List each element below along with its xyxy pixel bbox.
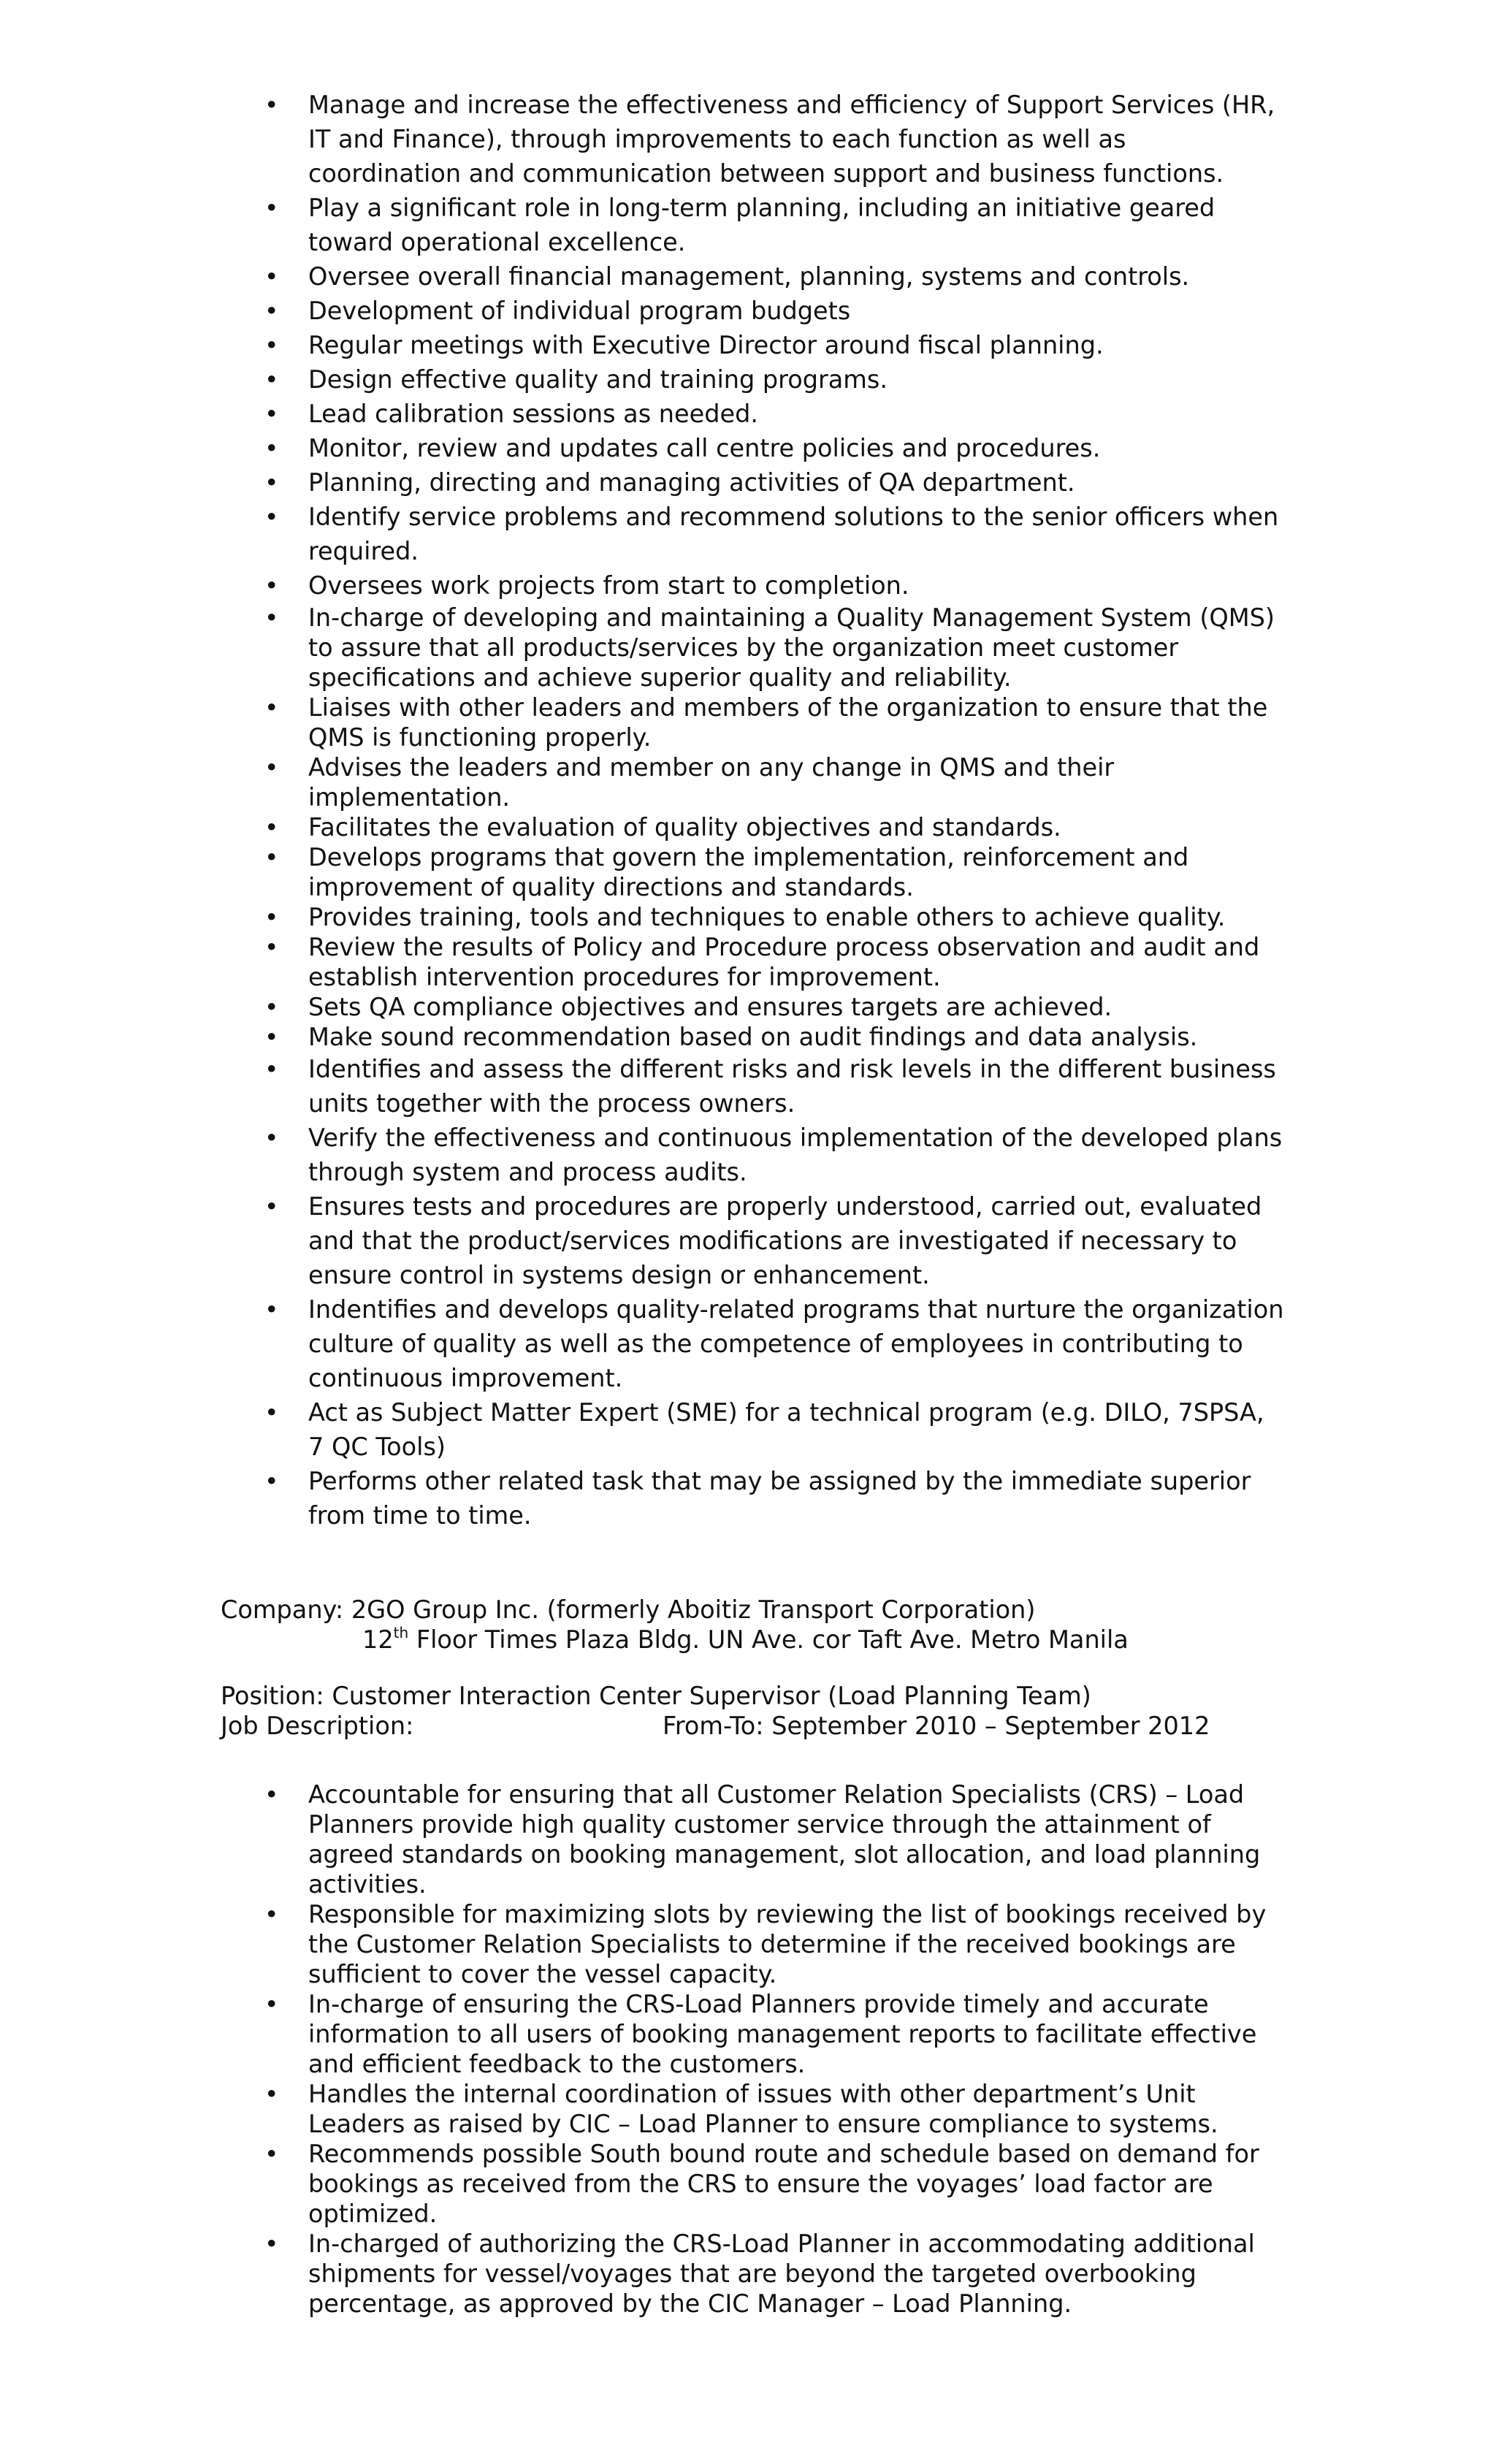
bullet-item: • Oversee overall financial management, planning, systems and controls. (263, 259, 1286, 294)
job-description-label: Job Description: (221, 1712, 414, 1740)
bullet-item: • Oversees work projects from start to completion. (263, 568, 1286, 603)
bullet-item: • Responsible for maximizing slots by reviewing the list of bookings received by the Customer Relation Specialists to determine if the received bookings are sufficient to cover the vessel capacity. (263, 1899, 1286, 1989)
bullet-item: • Ensures tests and procedures are properly understood, carried out, evaluated and that the product/services modifications are investigated if necessary to ensure control in systems design or enhancement. (263, 1189, 1286, 1292)
address-floor-number: 12 (362, 1625, 394, 1654)
bullet-item: • Development of individual program budgets (263, 294, 1286, 328)
bullet-item: • Develops programs that govern the implementation, reinforcement and improvement of quality directions and standards. (263, 842, 1286, 902)
bullet-item: • Planning, directing and managing activities of QA department. (263, 465, 1286, 500)
job-description-row (221, 1709, 1287, 1743)
bullet-item: • Advises the leaders and member on any change in QMS and their implementation. (263, 752, 1286, 812)
bullet-item: • Identify service problems and recommend solutions to the senior officers when required. (263, 500, 1286, 568)
bullet-item: • Provides training, tools and techniques to enable others to achieve quality. (263, 902, 1286, 932)
bullet-item: • Accountable for ensuring that all Customer Relation Specialists (CRS) – Load Planners provide high quality customer service through the attainment of agreed standards on booking management, slot allocation, and load planning activities. (263, 1780, 1286, 1899)
bullet-item: • Regular meetings with Executive Director around fiscal planning. (263, 328, 1286, 362)
bullet-item: • Act as Subject Matter Expert (SME) for a technical program (e.g. DILO, 7SPSA, 7 QC Tools) (263, 1395, 1286, 1464)
bullet-item: • Monitor, review and updates call centre policies and procedures. (263, 431, 1286, 465)
address-floor-suffix: th (393, 1624, 409, 1641)
bullet-item: • Performs other related task that may be assigned by the immediate superior from time to time. (263, 1464, 1286, 1533)
company-name: Company: 2GO Group Inc. (formerly Aboitiz Transport Corporation) (221, 1595, 1036, 1624)
position-title: Position: Customer Interaction Center Supervisor (Load Planning Team) (221, 1682, 1091, 1710)
bullet-item: • Manage and increase the effectiveness and efficiency of Support Services (HR, IT and Finance), through improvements to each function as well as coordination and communication between support and business functions. (263, 88, 1286, 191)
bullet-item: • Sets QA compliance objectives and ensures targets are achieved. (263, 992, 1286, 1022)
address-street: Floor Times Plaza Bldg. UN Ave. cor Taft Ave. Metro Manila (408, 1625, 1129, 1654)
bullet-item: • Identifies and assess the different risks and risk levels in the different business units together with the process owners. (263, 1052, 1286, 1121)
bullet-item: • Review the results of Policy and Procedure process observation and audit and establish intervention procedures for improvement. (263, 932, 1286, 992)
bullet-item: • In-charge of developing and maintaining a Quality Management System (QMS) to assure that all products/services by the organization meet customer specifications and achieve superior quality and reliability. (263, 603, 1286, 693)
bullet-item: • Handles the internal coordination of issues with other department’s Unit Leaders as raised by CIC – Load Planner to ensure compliance to systems. (263, 2079, 1286, 2139)
bullet-item: • Recommends possible South bound route and schedule based on demand for bookings as received from the CRS to ensure the voyages’ load factor are optimized. (263, 2139, 1286, 2229)
bullet-item: • Indentifies and develops quality-related programs that nurture the organization culture of quality as well as the competence of employees in contributing to continuous improvement. (263, 1292, 1286, 1395)
responsibilities-list-primary (263, 88, 1286, 1533)
bullet-item: • Lead calibration sessions as needed. (263, 397, 1286, 431)
bullet-item: • In-charged of authorizing the CRS-Load Planner in accommodating additional shipments for vessel/voyages that are beyond the targeted overbooking percentage, as approved by the CIC Manager – Load Planning. (263, 2229, 1286, 2319)
bullet-item: • Design effective quality and training programs. (263, 362, 1286, 397)
employment-period: From-To: September 2010 – September 2012 (663, 1712, 1210, 1740)
bullet-item: • In-charge of ensuring the CRS-Load Planners provide timely and accurate information to all users of booking management reports to facilitate effective and efficient feedback to the customers. (263, 1989, 1286, 2079)
bullet-item: • Liaises with other leaders and members of the organization to ensure that the QMS is functioning properly. (263, 693, 1286, 752)
bullet-item: • Facilitates the evaluation of quality objectives and standards. (263, 812, 1286, 842)
company-address (362, 1622, 1129, 1657)
bullet-item: • Verify the effectiveness and continuous implementation of the developed plans through system and process audits. (263, 1121, 1286, 1189)
bullet-item: • Play a significant role in long-term planning, including an initiative geared toward operational excellence. (263, 191, 1286, 259)
responsibilities-list-secondary (263, 1780, 1286, 2319)
bullet-item: • Make sound recommendation based on audit findings and data analysis. (263, 1022, 1286, 1052)
